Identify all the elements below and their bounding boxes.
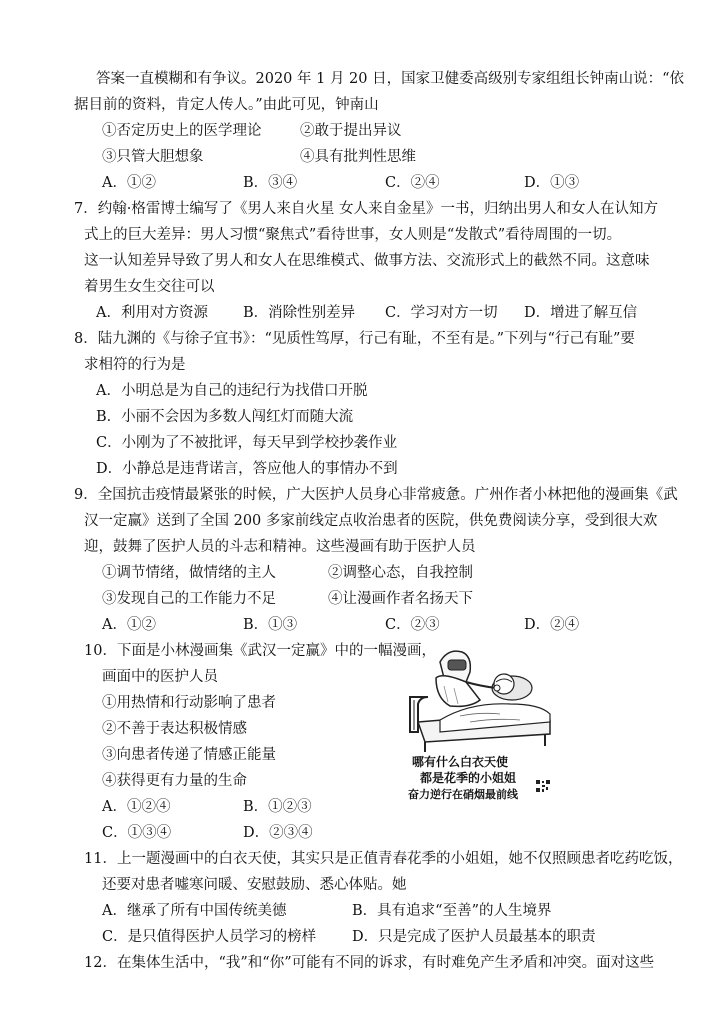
q11-option-d: D．只是完成了医护人员最基本的职责 (352, 929, 596, 945)
q7-option-a: A．利用对方资源 (96, 305, 208, 321)
q6-statement-2: ②敢于提出异议 (300, 123, 402, 139)
q6-statement-1: ①否定历史上的医学理论 (102, 123, 262, 139)
comic-caption-1: 哪有什么白衣天使 (412, 755, 509, 769)
q10-line1: 10．下面是小林漫画集《武汉一定赢》中的一幅漫画， (84, 643, 436, 659)
q12-line1: 12．在集体生活中，“我”和“你”可能有不同的诉求，有时难免产生矛盾和冲突。面对这些 (84, 955, 655, 971)
q11-option-c: C．是只值得医护人员学习的榜样 (102, 929, 317, 945)
comic-caption-3: 奋力逆行在硝烟最前线 (408, 788, 518, 801)
q9-line3: 迎，鼓舞了医护人员的斗志和精神。这些漫画有助于医护人员 (84, 539, 476, 555)
comic-caption-2: 都是花季的小姐姐 (420, 771, 517, 785)
q9-line1: 9．全国抗击疫情最紧张的时候，广大医护人员身心非常疲惫。广州作者小林把他的漫画集《武 (74, 487, 678, 503)
q9-statement-1: ①调节情绪，做情绪的主人 (102, 565, 276, 581)
q11-option-b: B．具有追求“至善”的人生境界 (352, 903, 552, 919)
q6-statement-4: ④具有批判性思维 (300, 149, 416, 165)
q8-option-c: C．小刚为了不被批评，每天早到学校抄袭作业 (96, 435, 398, 451)
q11-option-a: A．继承了所有中国传统美德 (102, 903, 287, 919)
q7-line2: 式上的巨大差异：男人习惯“聚焦式”看待世事，女人则是“发散式”看待周围的一切。 (84, 227, 622, 243)
q7-option-d: D．增进了解互信 (524, 305, 638, 321)
q10-option-b: B．①②③ (243, 799, 312, 815)
q6-option-d: D．①③ (524, 175, 580, 191)
q8-option-b: B．小丽不会因为多数人闯红灯而随大流 (96, 409, 354, 425)
q9-statement-4: ④让漫画作者名扬天下 (328, 591, 473, 607)
q10-option-d: D．②③④ (243, 825, 313, 841)
q10-line2: 画面中的医护人员 (102, 669, 218, 685)
q10-option-c: C．①③④ (102, 825, 172, 841)
q9-line2: 汉一定赢》送到了全国 200 多家前线定点收治患者的医院，供免费阅读分享，受到很大欢 (84, 513, 658, 529)
q8-line2: 求相符的行为是 (84, 357, 186, 373)
q10-option-a: A．①②④ (102, 799, 171, 815)
q9-option-d: D．②④ (524, 617, 580, 633)
q8-line1: 8．陆九渊的《与徐子宜书》：“见质性笃厚，行己有耻，不至有是。”下列与“行己有耻”要 (74, 331, 635, 347)
q10-statement-1: ①用热情和行动影响了患者 (102, 695, 276, 711)
q11-line2: 还要对患者嘘寒问暖、安慰鼓励、悉心体贴。她 (102, 877, 407, 893)
q9-option-c: C．②③ (385, 617, 440, 633)
q6-option-c: C．②④ (385, 175, 440, 191)
q7-option-b: B．消除性别差异 (243, 305, 356, 321)
q9-statement-2: ②调整心态，自我控制 (328, 565, 473, 581)
q6-line1: 答案一直模糊和有争议。2020 年 1 月 20 日，国家卫健委高级别专家组组长钟南山说：“依 (96, 71, 685, 87)
q7-line1: 7．约翰·格雷博士编写了《男人来自火星 女人来自金星》一书，归纳出男人和女人在认知方 (74, 201, 658, 217)
q10-statement-2: ②不善于表达积极情感 (102, 721, 247, 737)
q8-option-a: A．小明总是为自己的违纪行为找借口开脱 (96, 383, 368, 399)
q6-option-a: A．①② (102, 175, 156, 191)
q7-line4: 着男生女生交往可以 (84, 279, 215, 295)
q11-line1: 11．上一题漫画中的白衣天使，其实只是正值青春花季的小姐姐，她不仅照顾患者吃药吃饭， (84, 851, 683, 867)
q7-option-c: C．学习对方一切 (385, 305, 498, 321)
q9-option-a: A．①② (102, 617, 156, 633)
q7-line3: 这一认知差异导致了男人和女人在思维模式、做事方法、交流形式上的截然不同。这意味 (84, 253, 650, 269)
qr-code-icon (535, 778, 551, 792)
q6-statement-3: ③只管大胆想象 (102, 149, 204, 165)
q6-line2: 据目前的资料，肯定人传人。”由此可见，钟南山 (74, 97, 379, 113)
q10-statement-3: ③向患者传递了情感正能量 (102, 747, 276, 763)
q9-option-b: B．①③ (243, 617, 298, 633)
q8-option-d: D．小静总是违背诺言，答应他人的事情办不到 (96, 461, 398, 477)
q9-statement-3: ③发现自己的工作能力不足 (102, 591, 276, 607)
q6-option-b: B．③④ (243, 175, 298, 191)
q10-statement-4: ④获得更有力量的生命 (102, 773, 247, 789)
